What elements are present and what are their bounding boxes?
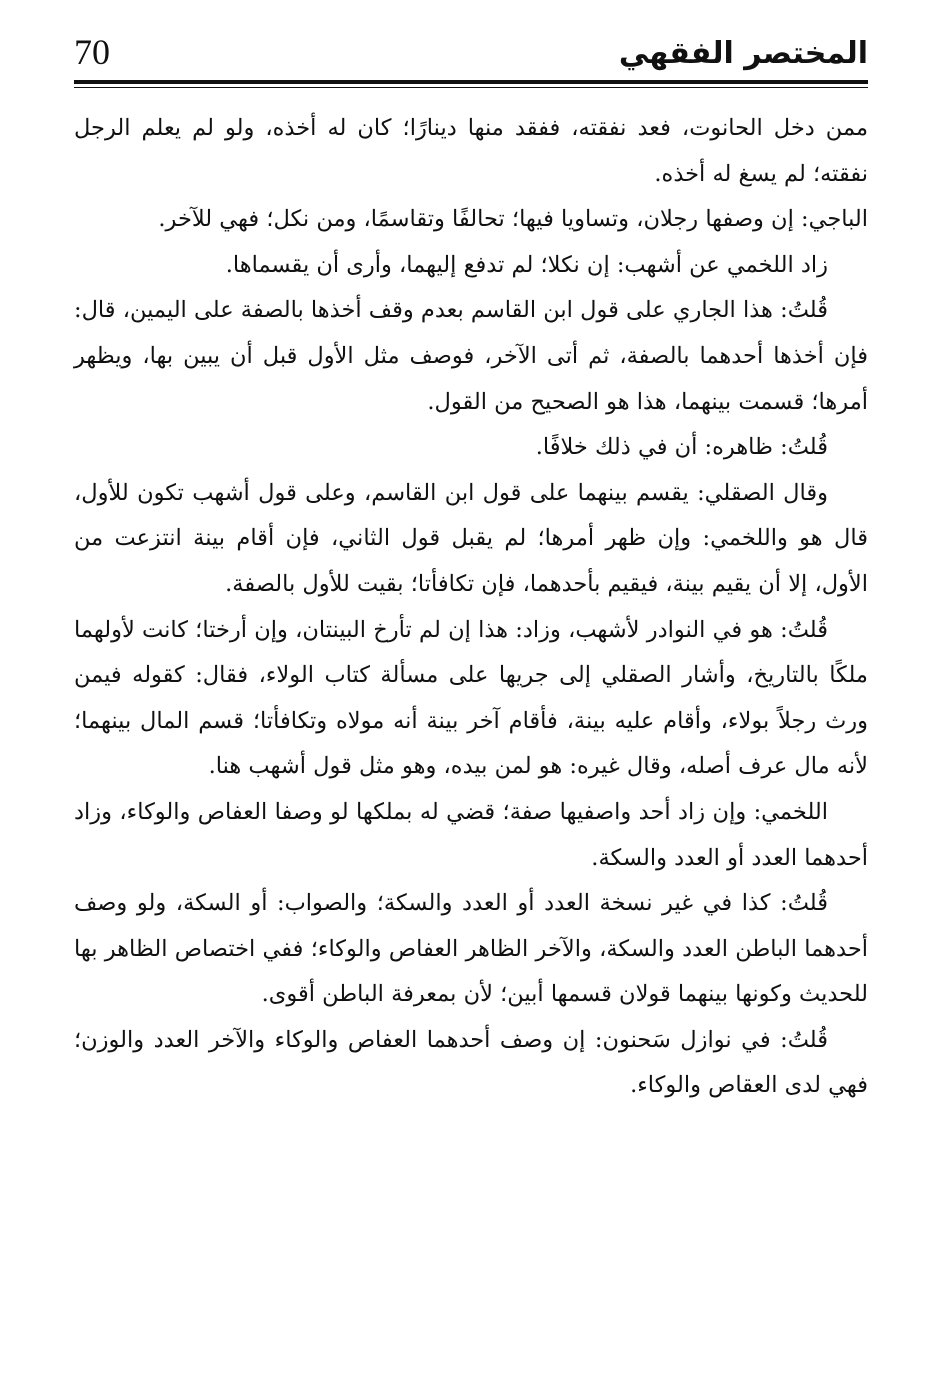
paragraph-3-text: زاد اللخمي عن أشهب: إن نكلا؛ لم تدفع إليهما، وأرى أن يقسماها. (225, 251, 828, 278)
paragraph-4 (74, 288, 868, 425)
paragraph-8 (74, 790, 868, 881)
paragraph-1-text: ممن دخل الحانوت، فعد نفقته، ففقد منها دينارًا؛ كان له أخذه، ولو لم يعلم الرجل نفقته؛ لم يسغ له أخذه. (74, 115, 868, 187)
paragraph-7-text: هو في النوادر لأشهب، وزاد: هذا إن لم تأرخ البينتان، وإن أرختا؛ كانت لأولهما ملكًا بالتاريخ، وأشار الصقلي إلى جريها على مسألة كتاب الولاء، فقال: كقوله فيمن ورث رجلاً بولاء، وأقام عليه بينة، فأقام آخر بينة أنه مولاه وتكافأتا؛ قسم المال بينهما؛ لأنه مال عرف أصله، وقال غيره: هو لمن بيده، وهو مثل قول أشهب هنا. (74, 616, 868, 780)
paragraph-6-text: وقال الصقلي: يقسم بينهما على قول ابن القاسم، وعلى قول أشهب تكون للأول، قال هو واللخمي: وإن ظهر أمرها؛ لم يقبل قول الثاني، فإن أقام بينة انتزعت من الأول، إلا أن يقيم بينة، فيقيم بأحدهما، فإن تكافأتا؛ بقيت للأول بالصفة. (74, 479, 868, 597)
header-rule-thin (74, 87, 868, 88)
paragraph-6 (74, 471, 868, 608)
paragraph-10-text: في نوازل سَحنون: إن وصف أحدهما العفاص والوكاء والآخر العدد والوزن؛ فهي لدى العقاص والوكاء. (74, 1026, 868, 1099)
header-rule-thick (74, 80, 868, 84)
body-text (74, 106, 868, 1109)
paragraph-9 (74, 881, 868, 1018)
paragraph-4-text: هذا الجاري على قول ابن القاسم بعدم وقف أخذها بالصفة على اليمين، قال: فإن أخذها أحدهما بالصفة، ثم أتى الآخر، فوصف مثل الأول قبل أن يبين بها، ويظهر أمرها؛ قسمت بينهما، هذا هو الصحيح من القول. (74, 297, 868, 415)
paragraph-7 (74, 608, 868, 790)
page-header (74, 28, 868, 78)
paragraph-2-lead: الباجي: (801, 206, 868, 233)
paragraph-1 (74, 106, 868, 197)
paragraph-10-lead: قُلتُ: (780, 1026, 828, 1053)
paragraph-5 (74, 425, 868, 471)
paragraph-2-text: إن وصفها رجلان، وتساويا فيها؛ تحالفًا وتقاسمًا، ومن نكل؛ فهي للآخر. (158, 206, 801, 233)
paragraph-2 (74, 197, 868, 243)
page-number: 70 (74, 32, 110, 72)
paragraph-7-lead: قُلتُ: (780, 616, 828, 643)
paragraph-8-text: وإن زاد أحد واصفيها صفة؛ قضي له بملكها لو وصفا العفاص والوكاء، وزاد أحدهما العدد أو العدد والسكة. (74, 798, 868, 871)
paragraph-4-lead: قُلتُ: (780, 297, 828, 324)
paragraph-9-lead: قُلتُ: (780, 890, 828, 917)
paragraph-5-text: ظاهره: أن في ذلك خلافًا. (535, 434, 781, 461)
running-title: المختصر الفقهي (618, 36, 868, 71)
paragraph-10 (74, 1018, 868, 1109)
paragraph-5-lead: قُلتُ: (780, 434, 828, 461)
paragraph-8-lead: اللخمي: (753, 798, 828, 825)
paragraph-3 (74, 243, 868, 289)
paragraph-9-text: كذا في غير نسخة العدد أو العدد والسكة؛ والصواب: أو السكة، ولو وصف أحدهما الباطن العدد والسكة، والآخر الظاهر العفاص والوكاء؛ ففي اختصاص الظاهر بها للحديث وكونها بينهما قولان قسمها أبين؛ لأن بمعرفة الباطن أقوى. (74, 890, 868, 1008)
